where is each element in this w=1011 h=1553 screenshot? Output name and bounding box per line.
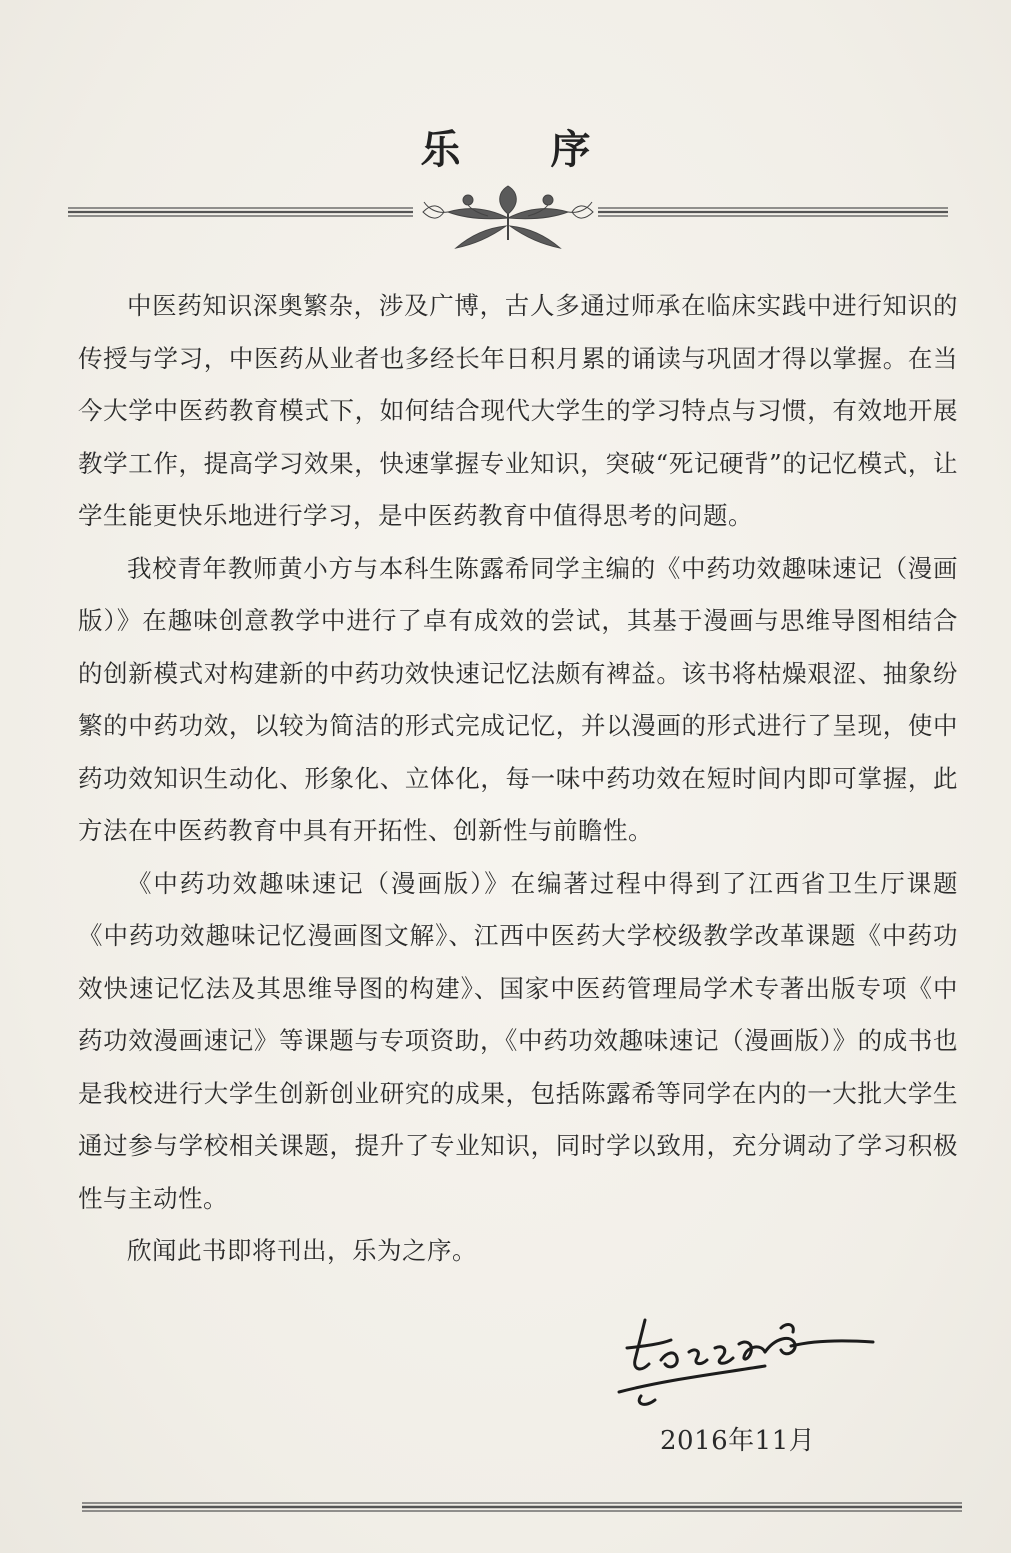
signature-date: 2016年11月 bbox=[660, 1426, 816, 1456]
handwritten-signature bbox=[605, 1300, 885, 1420]
paragraph-1: 中医药知识深奥繁杂，涉及广博，古人多通过师承在临床实践中进行知识的传授与学习，中医药从业者也多经长年日积月累的诵读与巩固才得以掌握。在当今大学中医药教育模式下，如何结合现代大学生的学习特点与习惯，有效地开展教学工作，提高学习效果，快速掌握专业知识，突破“死记硬背”的记忆模式，让学生能更快乐地进行学习，是中医药教育中值得思考的问题。 bbox=[78, 291, 958, 530]
paragraph-4: 欣闻此书即将刊出，乐为之序。 bbox=[127, 1236, 477, 1265]
left-rule bbox=[68, 208, 413, 216]
body-text bbox=[78, 280, 958, 1278]
paragraph-3: 《中药功效趣味速记（漫画版）》在编著过程中得到了江西省卫生厅课题《中药功效趣味记忆漫画图文解》、江西中医药大学校级教学改革课题《中药功效快速记忆法及其思维导图的构建》、国家中医药管理局学术专著出版专项《中药功效漫画速记》等课题与专项资助，《中药功效趣味速记（漫画版）》的成书也是我校进行大学生创新创业研究的成果，包括陈露希等同学在内的一大批大学生通过参与学校相关课题，提升了专业知识，同时学以致用，充分调动了学习积极性与主动性。 bbox=[78, 868, 958, 1213]
floral-ornament-icon bbox=[423, 186, 593, 248]
bottom-rule bbox=[82, 1497, 962, 1521]
right-rule bbox=[598, 208, 948, 216]
paragraph-2: 我校青年教师黄小方与本科生陈露希同学主编的《中药功效趣味速记（漫画版）》在趣味创意教学中进行了卓有成效的尝试，其基于漫画与思维导图相结合的创新模式对构建新的中药功效快速记忆法颇有裨益。该书将枯燥艰涩、抽象纷繁的中药功效，以较为简洁的形式完成记忆，并以漫画的形式进行了呈现，使中药功效知识生动化、形象化、立体化，每一味中药功效在短时间内即可掌握，此方法在中医药教育中具有开拓性、创新性与前瞻性。 bbox=[78, 553, 958, 845]
title-ornament-divider bbox=[68, 178, 948, 258]
page-title: 乐 序 bbox=[420, 127, 629, 173]
